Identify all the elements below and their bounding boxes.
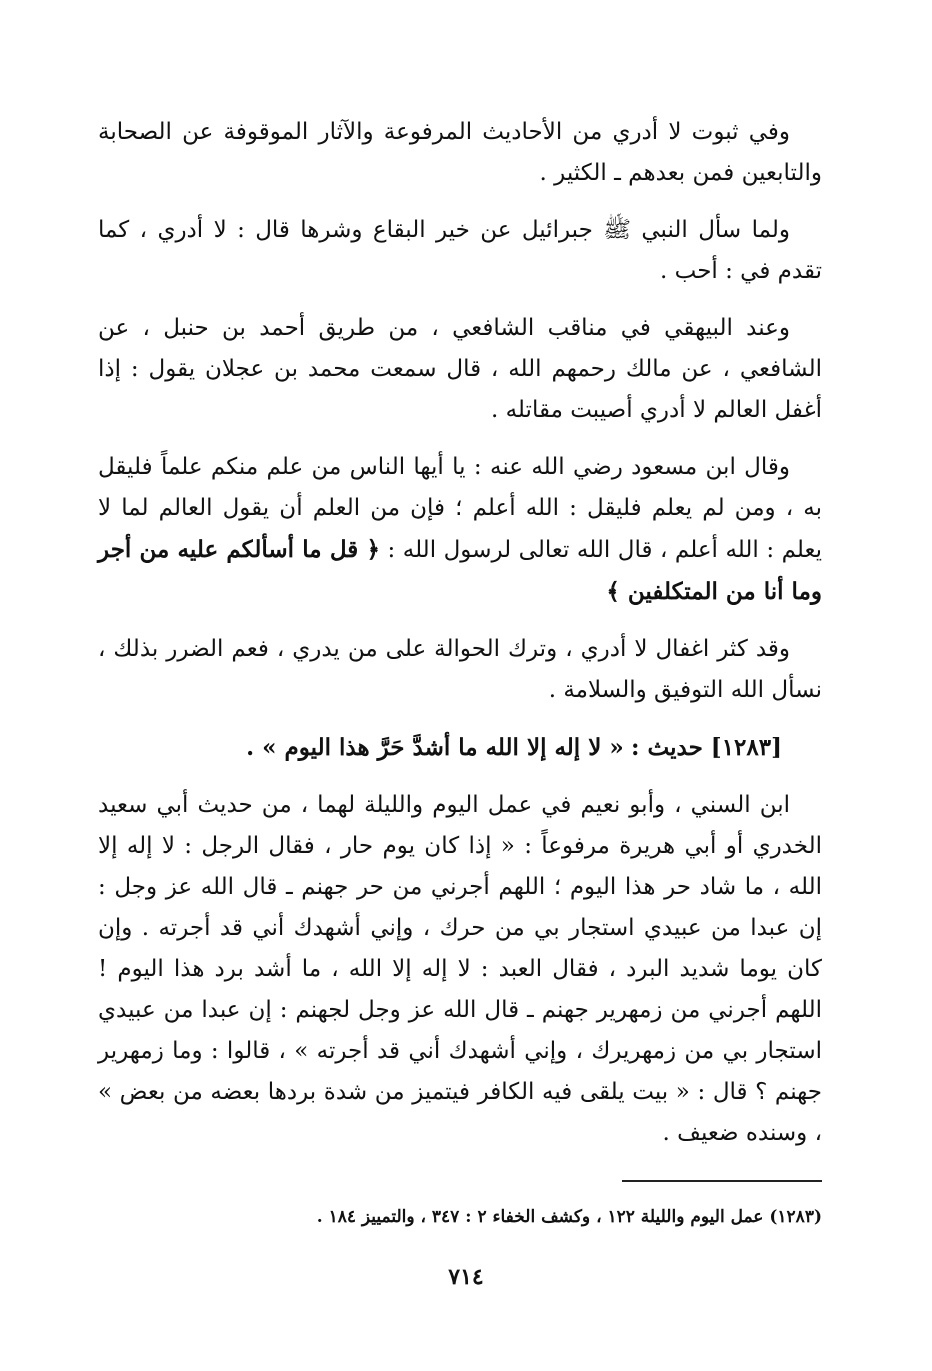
paragraph-3: وعند البيهقي في مناقب الشافعي ، من طريق أحمد بن حنبل ، عن الشافعي ، عن مالك رحمهم الله ، قال سمعت محمد بن عجلان يقول : إذا أغفل العالم لا أدري أصيبت مقاتله . xyxy=(98,315,822,423)
footnote: (١٢٨٣) عمل اليوم والليلة ١٢٢ ، وكشف الخفاء ٢ : ٣٤٧ ، والتمييز ١٨٤ . xyxy=(316,1207,822,1227)
footnote-divider xyxy=(622,1180,822,1182)
hadith-text: « لا إله إلا الله ما أشدَّ حَرَّ هذا اليوم » . xyxy=(246,734,624,761)
hadith-number: [١٢٨٣] حديث : xyxy=(631,734,782,761)
paragraph-5: وقد كثر اغفال لا أدري ، وترك الحوالة على من يدري ، فعم الضرر بذلك ، نسأل الله التوفيق والسلامة . xyxy=(98,636,822,703)
hadith-heading xyxy=(98,727,822,769)
main-text xyxy=(98,112,822,1170)
quran-verse: ﴿ قل ما أسألكم عليه من أجر وما أنا من المتكلفين ﴾ xyxy=(98,536,822,605)
paragraph-6: ابن السني ، وأبو نعيم في عمل اليوم والليلة لهما ، من حديث أبي سعيد الخدري أو أبي هريرة مرفوعاً : « إذا كان يوم حار ، فقال الرجل : لا إله إلا الله ، ما شاد حر هذا اليوم ؛ اللهم أجرني من حر جهنم ـ قال الله عز وجل : إن عبدا من عبيدي استجار بي من حرك ، وإني أشهدك أني قد أجرته . وإن كان يوما شديد البرد ، فقال العبد : لا إله إلا الله ، ما أشد برد هذا اليوم ! اللهم أجرني من زمهرير جهنم ـ قال الله عز وجل لجهنم : إن عبدا من عبيدي استجار بي من زمهريرك ، وإني أشهدك أني قد أجرته » ، قالوا : وما زمهرير جهنم ؟ قال : « بيت يلقى فيه الكافر فيتميز من شدة بردها بعضه من بعض » ، وسنده ضعيف . xyxy=(98,792,822,1146)
page-number: ٧١٤ xyxy=(448,1264,484,1290)
paragraph-2: ولما سأل النبي ﷺ جبرائيل عن خير البقاع وشرها قال : لا أدري ، كما تقدم في : أحب . xyxy=(98,217,822,284)
paragraph-4-text: وقال ابن مسعود رضي الله عنه : يا أيها الناس من علم منكم علماً فليقل به ، ومن لم يعلم فليقل : الله أعلم ؛ فإن من العلم أن يقول العالم لما لا يعلم : الله أعلم ، قال الله تعالى لرسول الله : xyxy=(98,454,823,563)
paragraph-4 xyxy=(98,447,822,613)
paragraph-1: وفي ثبوت لا أدري من الأحاديث المرفوعة والآثار الموقوفة عن الصحابة والتابعين فمن بعدهم ـ الكثير . xyxy=(98,119,822,186)
